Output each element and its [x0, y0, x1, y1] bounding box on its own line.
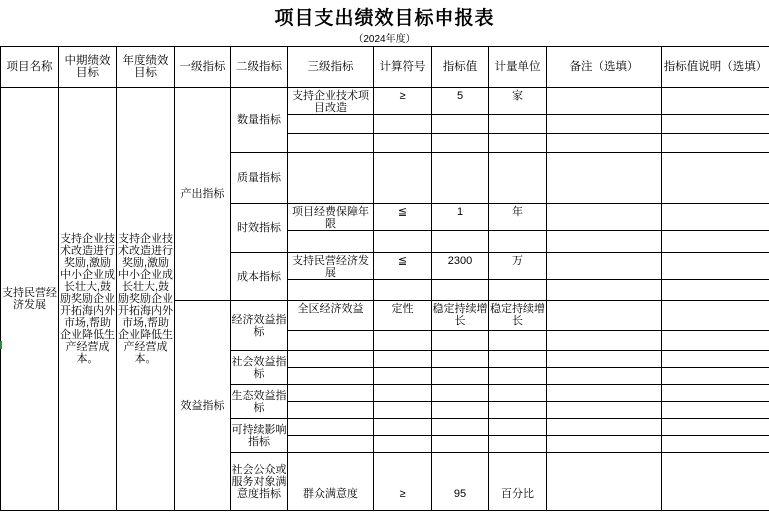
empty-cell	[288, 402, 374, 419]
header-level3: 三级指标	[288, 47, 374, 88]
explain-cell	[662, 253, 769, 280]
empty-cell	[432, 115, 489, 134]
empty-cell	[288, 436, 374, 453]
empty-cell	[288, 351, 374, 368]
level2-satisfaction: 社会公众或服务对象满意度指标	[231, 453, 288, 511]
empty-cell	[288, 134, 374, 153]
remark-cell	[547, 88, 662, 115]
empty-cell	[374, 436, 432, 453]
empty-cell	[489, 134, 547, 153]
explain-cell	[662, 88, 769, 115]
empty-cell	[547, 436, 662, 453]
unit: 万	[489, 253, 547, 280]
empty-cell	[662, 134, 769, 153]
empty-cell	[374, 280, 432, 301]
empty-cell	[662, 436, 769, 453]
empty-cell	[547, 134, 662, 153]
empty-cell	[662, 115, 769, 134]
empty-cell	[489, 402, 547, 419]
empty-cell	[662, 351, 769, 368]
explain-cell	[662, 301, 769, 331]
empty-cell	[288, 231, 374, 253]
empty-cell	[489, 385, 547, 402]
remark-cell	[547, 253, 662, 280]
unit: 家	[489, 88, 547, 115]
indicator-value: 5	[432, 88, 489, 115]
remark-cell	[547, 453, 662, 511]
empty-cell	[374, 153, 432, 204]
level2-cost: 成本指标	[231, 253, 288, 301]
level1-effect: 效益指标	[175, 301, 231, 511]
level3-name: 支持民营经济发展	[288, 253, 374, 280]
form-title: 项目支出绩效目标申报表	[274, 7, 495, 29]
empty-cell	[432, 134, 489, 153]
empty-cell	[288, 385, 374, 402]
empty-cell	[662, 153, 769, 204]
empty-cell	[288, 419, 374, 436]
empty-cell	[288, 115, 374, 134]
year-goal-cell: 支持企业技术改造进行奖励,激励中小企业成长壮大,鼓励奖励企业开拓海内外市场,帮助企业降低生产经营成本。	[117, 88, 175, 511]
empty-cell	[662, 402, 769, 419]
empty-cell	[432, 368, 489, 385]
empty-cell	[547, 280, 662, 301]
empty-cell	[662, 280, 769, 301]
empty-cell	[662, 368, 769, 385]
empty-cell	[489, 231, 547, 253]
empty-cell	[432, 436, 489, 453]
unit: 稳定持续增长	[489, 301, 547, 331]
empty-cell	[547, 115, 662, 134]
level2-sustainable: 可持续影响指标	[231, 419, 288, 453]
remark-cell	[547, 301, 662, 331]
empty-cell	[374, 402, 432, 419]
empty-cell	[374, 368, 432, 385]
header-remark: 备注（选填）	[547, 47, 662, 88]
header-mid-goal: 中期绩效目标	[59, 47, 117, 88]
header-level1: 一级指标	[175, 47, 231, 88]
empty-cell	[547, 231, 662, 253]
empty-cell	[288, 153, 374, 204]
header-value-explain: 指标值说明（选填）	[662, 47, 769, 88]
empty-cell	[489, 351, 547, 368]
project-name-cell: 支持民营经济发展	[1, 88, 59, 511]
empty-cell	[547, 153, 662, 204]
indicator-value: 2300	[432, 253, 489, 280]
level3-name: 群众满意度	[288, 453, 374, 511]
empty-cell	[489, 368, 547, 385]
empty-cell	[432, 419, 489, 436]
empty-cell	[432, 351, 489, 368]
level2-social: 社会效益指标	[231, 351, 288, 385]
empty-cell	[374, 419, 432, 436]
indicator-value: 稳定持续增长	[432, 301, 489, 331]
performance-goal-table	[0, 46, 769, 511]
indicator-value: 95	[432, 453, 489, 511]
cell-cursor-marker	[0, 341, 2, 349]
empty-cell	[374, 134, 432, 153]
empty-cell	[432, 402, 489, 419]
empty-cell	[432, 331, 489, 351]
explain-cell	[662, 453, 769, 511]
empty-cell	[489, 331, 547, 351]
empty-cell	[432, 153, 489, 204]
header-project-name: 项目名称	[1, 47, 59, 88]
level3-name: 支持企业技术项目改造	[288, 88, 374, 115]
empty-cell	[489, 419, 547, 436]
unit: 百分比	[489, 453, 547, 511]
empty-cell	[374, 351, 432, 368]
level2-timeliness: 时效指标	[231, 204, 288, 253]
empty-cell	[489, 153, 547, 204]
empty-cell	[489, 115, 547, 134]
indicator-value: 1	[432, 204, 489, 231]
level2-economic: 经济效益指标	[231, 301, 288, 351]
empty-cell	[547, 368, 662, 385]
empty-cell	[374, 385, 432, 402]
empty-cell	[288, 280, 374, 301]
empty-cell	[432, 280, 489, 301]
unit: 年	[489, 204, 547, 231]
calc-symbol: ≥	[374, 88, 432, 115]
empty-cell	[432, 385, 489, 402]
explain-cell	[662, 204, 769, 231]
empty-cell	[662, 419, 769, 436]
level3-name: 全区经济效益	[288, 301, 374, 331]
empty-cell	[662, 231, 769, 253]
calc-symbol: ≦	[374, 253, 432, 280]
empty-cell	[288, 331, 374, 351]
empty-cell	[432, 231, 489, 253]
empty-cell	[489, 436, 547, 453]
header-year-goal: 年度绩效目标	[117, 47, 175, 88]
empty-cell	[547, 331, 662, 351]
level1-output: 产出指标	[175, 88, 231, 301]
level2-quantity: 数量指标	[231, 88, 288, 153]
level3-name: 项目经费保障年限	[288, 204, 374, 231]
calc-symbol: ≦	[374, 204, 432, 231]
empty-cell	[374, 115, 432, 134]
empty-cell	[489, 280, 547, 301]
remark-cell	[547, 204, 662, 231]
empty-cell	[662, 331, 769, 351]
header-calc-symbol: 计算符号	[374, 47, 432, 88]
level2-ecological: 生态效益指标	[231, 385, 288, 419]
empty-cell	[288, 368, 374, 385]
header-level2: 二级指标	[231, 47, 288, 88]
empty-cell	[547, 351, 662, 368]
mid-goal-cell: 支持企业技术改造进行奖励,激励中小企业成长壮大,鼓励奖励企业开拓海内外市场,帮助企业降低生产经营成本。	[59, 88, 117, 511]
empty-cell	[374, 331, 432, 351]
level2-quality: 质量指标	[231, 153, 288, 204]
header-indicator-value: 指标值	[432, 47, 489, 88]
empty-cell	[662, 385, 769, 402]
calc-symbol: 定性	[374, 301, 432, 331]
empty-cell	[547, 419, 662, 436]
empty-cell	[547, 385, 662, 402]
empty-cell	[374, 231, 432, 253]
calc-symbol: ≥	[374, 453, 432, 511]
empty-cell	[547, 402, 662, 419]
header-unit: 计量单位	[489, 47, 547, 88]
form-year: （2024年度）	[353, 34, 416, 45]
